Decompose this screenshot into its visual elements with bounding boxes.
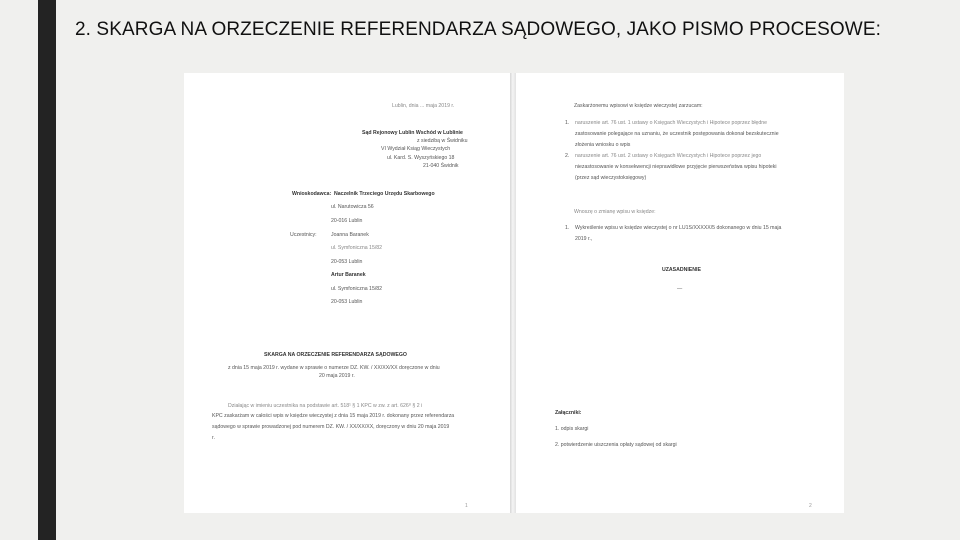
participant2-address-line1: ul. Symfoniczna 15/82 xyxy=(331,286,383,292)
point2-line3: (przez sąd wieczystoksięgowy) xyxy=(575,175,647,181)
court-department: VI Wydział Ksiąg Wieczystych xyxy=(381,146,451,152)
point1-line1: naruszenie art. 76 ust. 1 ustawy o Księgach Wieczystych i Hipotece poprzez błędne xyxy=(575,120,768,126)
body-line3: sądowego w sprawie prowadzonej pod numerem DZ. KW. / XX/XX/XX, doręczony w dniu 20 maja 2019 xyxy=(212,424,450,430)
objections-intro: Zaskarżonemu wpisowi w księdze wieczystej zarzucam: xyxy=(574,103,703,109)
motion-line1: Wykreślenie wpisu w księdze wieczystej o nr LU1S/XXXXX/5 dokonanego w dniu 15 maja xyxy=(575,225,782,231)
participant2-name: Artur Baranek xyxy=(331,272,366,278)
applicant-label: Wnioskodawca: xyxy=(292,191,332,197)
document-preview xyxy=(184,73,844,513)
body-line1: Działając w imieniu uczestnika na podstawie art. 518¹ § 1 KPC w zw. z art. 626⁸ § 2 i xyxy=(228,403,423,409)
point2-line2: niezastosowanie w konsekwencji nieprawidłowe przyjęcie pierwszeństwa wpisu hipoteki xyxy=(575,164,777,170)
point2-number: 2. xyxy=(565,153,570,159)
applicant-address-line2: 20-016 Lublin xyxy=(331,218,363,224)
participant2-address-line2: 20-053 Lublin xyxy=(331,299,363,305)
place-date: Lublin, dnia ... maja 2019 r. xyxy=(392,103,455,109)
document-page-1 xyxy=(184,73,509,513)
participant1-address-line1: ul. Symfoniczna 15/82 xyxy=(331,245,383,251)
attachment-1: 1. odpis skargi xyxy=(555,426,589,432)
point1-line3: złożenia wniosku o wpis xyxy=(575,142,631,148)
applicant-address-line1: ul. Narutowicza 56 xyxy=(331,204,374,210)
justification-dash: — xyxy=(677,286,683,292)
participant1-name: Joanna Baranek xyxy=(331,232,369,238)
body-line4: r. xyxy=(212,435,215,441)
applicant-name: Naczelnik Trzeciego Urzędu Skarbowego xyxy=(334,191,435,197)
court-address-line2: 21-040 Świdnik xyxy=(423,163,459,169)
slide-accent-bar xyxy=(38,0,56,540)
justification-heading: UZASADNIENIE xyxy=(662,267,701,273)
participants-label: Uczestnicy: xyxy=(290,232,317,238)
point1-number: 1. xyxy=(565,120,570,126)
motion-number: 1. xyxy=(565,225,570,231)
attachment-2: 2. potwierdzenie uiszczenia opłaty sądowej od skargi xyxy=(555,442,677,448)
document-subheading-line2: 20 maja 2019 r. xyxy=(319,373,355,379)
document-subheading-line1: z dnia 15 maja 2019 r. wydane w sprawie o numerze DZ. KW. / XX/XX/XX doręczone w dniu xyxy=(228,365,440,371)
court-name: Sąd Rejonowy Lublin Wschód w Lublinie xyxy=(362,130,463,136)
participant1-address-line2: 20-053 Lublin xyxy=(331,259,363,265)
point2-line1: naruszenie art. 76 ust. 2 ustawy o Księgach Wieczystych i Hipotece poprzez jego xyxy=(575,153,762,159)
point1-line2: zastosowanie polegające na uznaniu, że uczestnik postępowania dokonał bezskutecznie xyxy=(575,131,779,137)
attachments-label: Załączniki: xyxy=(555,410,582,416)
motion-intro: Wnoszę o zmianę wpisu w księdze: xyxy=(574,209,656,215)
document-heading: SKARGA NA ORZECZENIE REFERENDARZA SĄDOWEGO xyxy=(264,352,407,358)
motion-line2: 2019 r., xyxy=(575,236,593,242)
body-line2: KPC zaskarżam w całości wpis w księdze wieczystej z dnia 15 maja 2019 r. dokonany przez referendarza xyxy=(212,413,455,419)
court-seat: z siedzibą w Świdniku xyxy=(417,138,468,144)
page-divider xyxy=(510,73,516,513)
page-number: 2 xyxy=(809,503,812,509)
slide-title: 2. SKARGA NA ORZECZENIE REFERENDARZA SĄDOWEGO, JAKO PISMO PROCESOWE: xyxy=(75,19,881,40)
document-page-2 xyxy=(517,73,844,513)
page-number: 1 xyxy=(465,503,468,509)
court-address-line1: ul. Kard. S. Wyszyńskiego 18 xyxy=(387,155,455,161)
